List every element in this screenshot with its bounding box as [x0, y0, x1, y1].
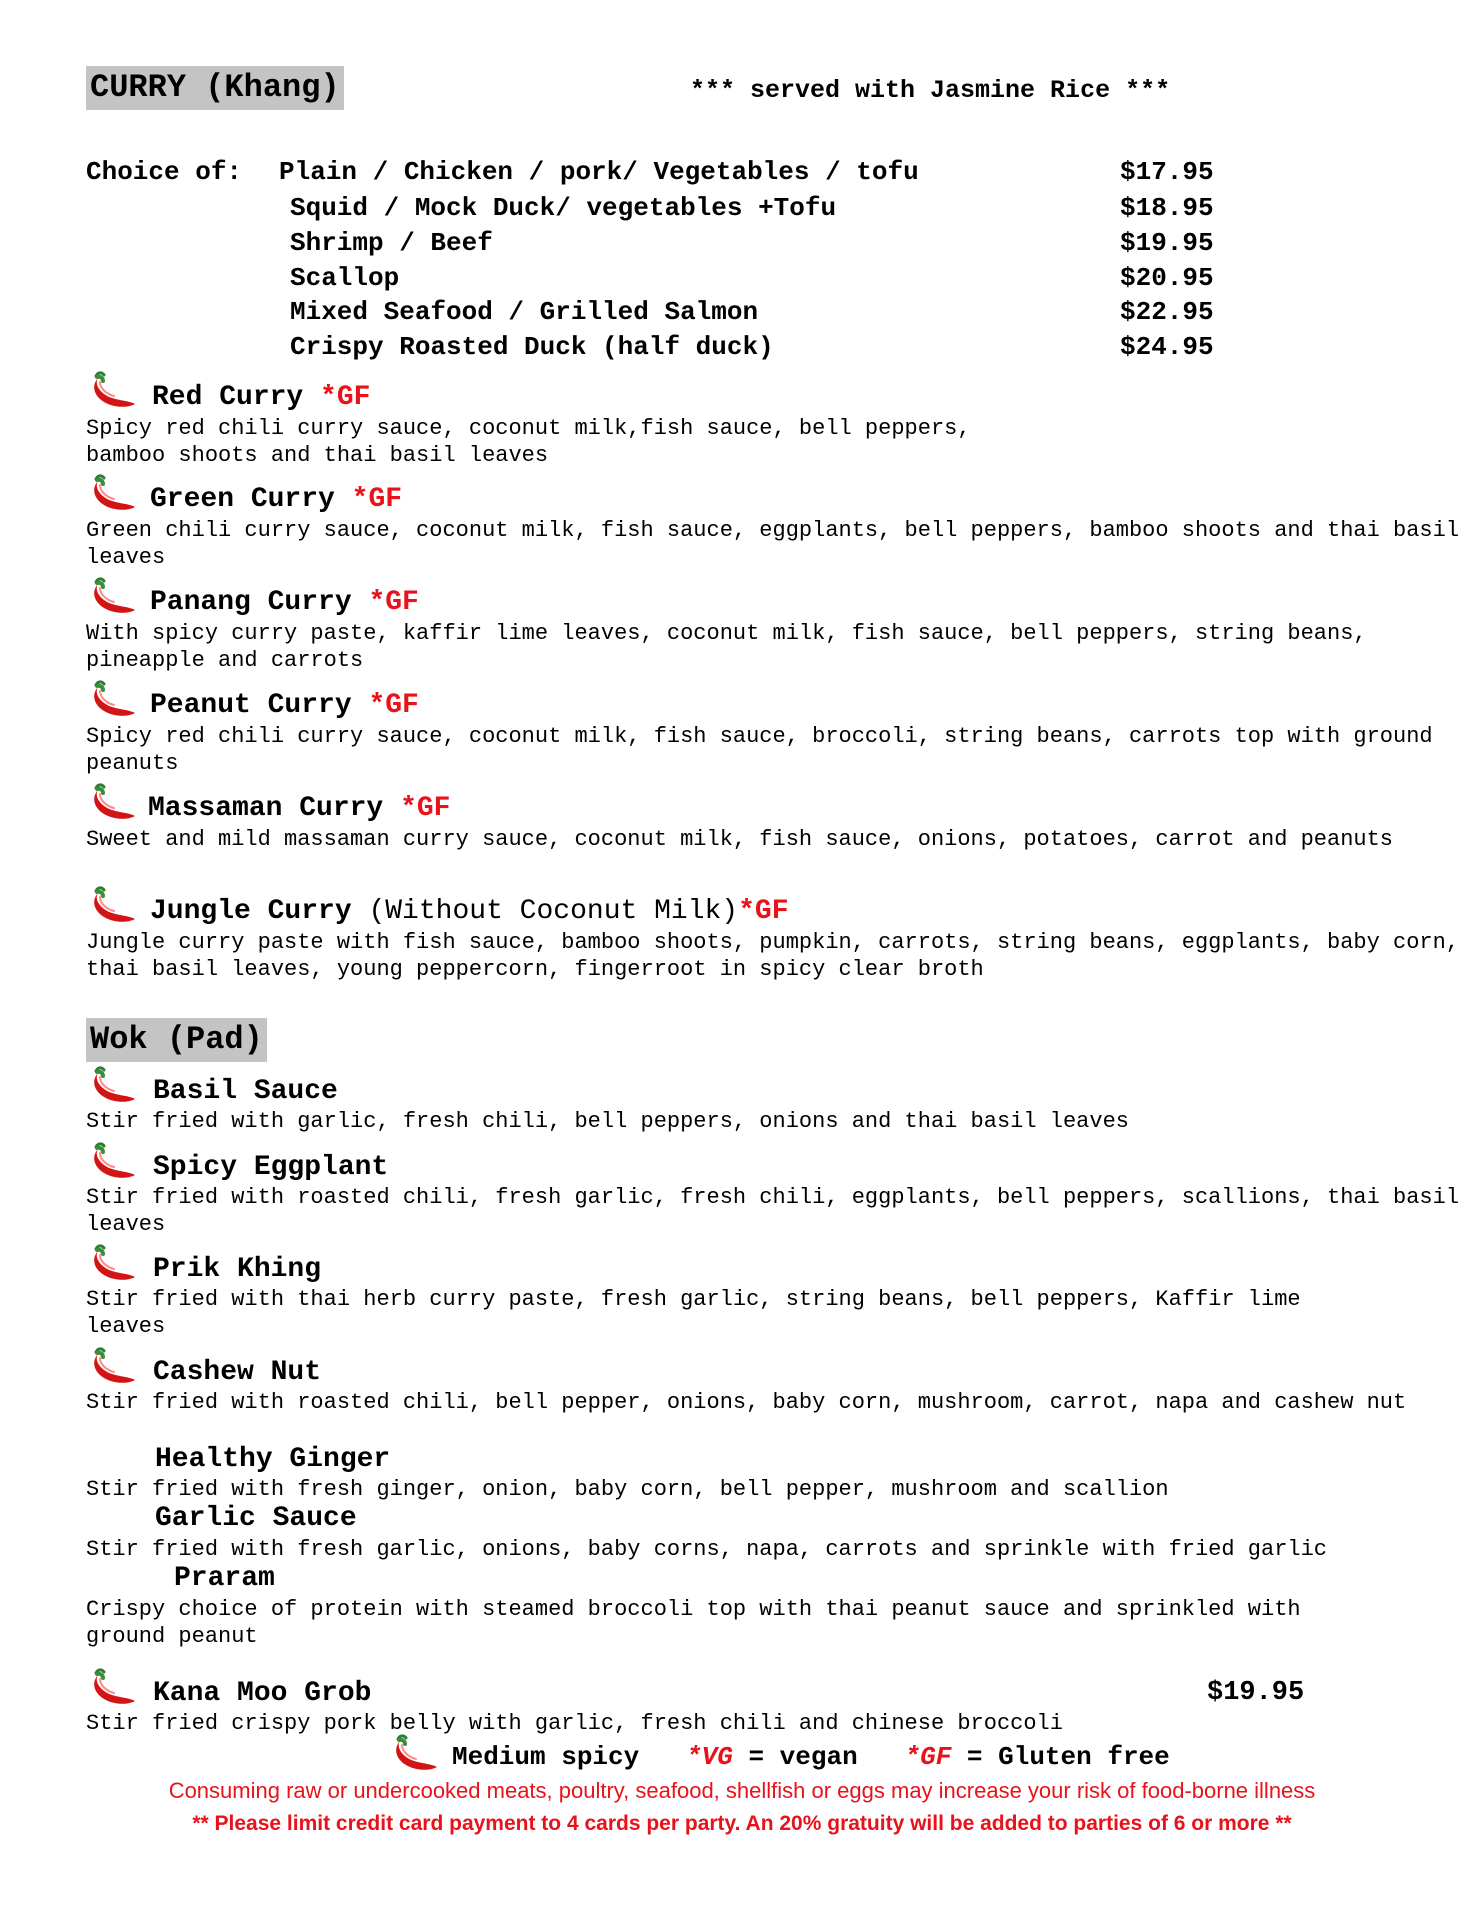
item-price: $19.95: [1207, 1678, 1305, 1708]
item-description: Stir fried with fresh ginger, onion, baby corn, bell pepper, mushroom and scallion: [86, 1477, 1169, 1502]
menu-item-basil-sauce: Basil Sauce: [153, 1076, 338, 1107]
item-note: (Without Coconut Milk): [368, 896, 739, 927]
choice-price: $24.95: [1120, 332, 1214, 362]
item-description: Green chili curry sauce, coconut milk, fish sauce, eggplants, bell peppers, bamboo shoots and thai basil leaves: [86, 518, 1460, 570]
chili-pepper-icon: [88, 473, 136, 513]
menu-item-garlic-sauce: Garlic Sauce: [155, 1503, 357, 1534]
legend-vg-tag: *VG: [686, 1742, 733, 1772]
item-description: Stir fried with garlic, fresh chili, bell peppers, onions and thai basil leaves: [86, 1109, 1129, 1134]
item-name: Jungle Curry: [150, 896, 352, 927]
gf-tag: *GF: [368, 587, 419, 618]
item-name: Massaman Curry: [148, 793, 384, 824]
menu-item-panang-curry: [150, 587, 419, 618]
menu-item-spicy-eggplant: Spicy Eggplant: [153, 1152, 389, 1183]
item-name: Peanut Curry: [150, 690, 352, 721]
menu-item-peanut-curry: [150, 690, 419, 721]
chili-pepper-icon: [390, 1733, 438, 1773]
raw-food-warning: Consuming raw or undercooked meats, poultry, seafood, shellfish or eggs may increase your risk of food-borne illness: [168, 1778, 1316, 1803]
payment-notice: ** Please limit credit card payment to 4 cards per party. An 20% gratuity will be added to parties of 6 or more **: [192, 1812, 1292, 1835]
menu-item-prik-khing: Prik Khing: [153, 1254, 322, 1285]
choice-name: Scallop: [290, 263, 400, 293]
chili-pepper-icon: [88, 679, 136, 719]
chili-pepper-icon: [88, 370, 136, 410]
menu-item-praram: Praram: [174, 1563, 275, 1594]
menu-item-healthy-ginger: Healthy Ginger: [155, 1444, 391, 1475]
item-description: Sweet and mild massaman curry sauce, coconut milk, fish sauce, onions, potatoes, carrot and peanuts: [86, 827, 1394, 852]
item-description: Stir fried with thai herb curry paste, fresh garlic, string beans, bell peppers, Kaffir lime leaves: [86, 1287, 1301, 1339]
choice-price: $17.95: [1120, 157, 1214, 187]
menu-item-jungle-curry: [150, 896, 789, 927]
menu-item-cashew-nut: Cashew Nut: [153, 1357, 322, 1388]
legend-vg-text: = vegan: [748, 1742, 858, 1772]
gf-tag: *GF: [320, 382, 371, 413]
served-with-note: *** served with Jasmine Rice ***: [690, 76, 1171, 105]
item-description: Spicy red chili curry sauce, coconut milk,fish sauce, bell peppers, bamboo shoots and thai basil leaves: [86, 416, 971, 468]
chili-pepper-icon: [88, 1141, 136, 1181]
item-name: Panang Curry: [150, 587, 352, 618]
choice-price: $20.95: [1120, 263, 1214, 293]
choice-name: Mixed Seafood / Grilled Salmon: [290, 297, 759, 327]
choice-price: $19.95: [1120, 228, 1214, 258]
choice-label: Choice of:: [86, 157, 243, 187]
item-description: Stir fried crispy pork belly with garlic, fresh chili and chinese broccoli: [86, 1711, 1063, 1736]
item-description: Crispy choice of protein with steamed broccoli top with thai peanut sauce and sprinkled with ground peanut: [86, 1597, 1301, 1649]
item-name: Green Curry: [150, 484, 335, 515]
menu-item-kana-moo-grob: Kana Moo Grob: [153, 1678, 372, 1709]
legend-spicy: Medium spicy: [452, 1742, 640, 1772]
legend: [452, 1742, 1170, 1772]
choice-price: $22.95: [1120, 297, 1214, 327]
chili-pepper-icon: [88, 576, 136, 616]
chili-pepper-icon: [88, 1243, 136, 1283]
section-title-curry: CURRY (Khang): [86, 66, 344, 110]
section-title-wok: Wok (Pad): [86, 1018, 267, 1062]
item-description: Jungle curry paste with fish sauce, bamboo shoots, pumpkin, carrots, string beans, eggplants, baby corn, thai basil leaves, young peppercorn, fingerroot in spicy clear broth: [86, 930, 1460, 982]
item-description: Spicy red chili curry sauce, coconut milk, fish sauce, broccoli, string beans, carrots top with ground peanuts: [86, 724, 1433, 776]
menu-item-massaman-curry: [148, 793, 450, 824]
gf-tag: *GF: [368, 690, 419, 721]
menu-item-green-curry: [150, 484, 402, 515]
chili-pepper-icon: [88, 1346, 136, 1386]
legend-gf-text: = Gluten free: [966, 1742, 1170, 1772]
choice-name: Crispy Roasted Duck (half duck): [290, 332, 774, 362]
menu-item-red-curry: [152, 382, 370, 413]
chili-pepper-icon: [88, 1667, 136, 1707]
item-description: Stir fried with roasted chili, bell pepper, onions, baby corn, mushroom, carrot, napa and cashew nut: [86, 1390, 1407, 1415]
item-description: With spicy curry paste, kaffir lime leaves, coconut milk, fish sauce, bell peppers, string beans, pineapple and carrots: [86, 621, 1367, 673]
item-name: Red Curry: [152, 382, 304, 413]
choice-name: Shrimp / Beef: [290, 228, 493, 258]
chili-pepper-icon: [88, 885, 136, 925]
choice-name: Squid / Mock Duck/ vegetables +Tofu: [290, 193, 837, 223]
choice-name: Plain / Chicken / pork/ Vegetables / tofu: [279, 157, 919, 187]
chili-pepper-icon: [88, 1065, 136, 1105]
item-description: Stir fried with fresh garlic, onions, baby corns, napa, carrots and sprinkle with fried garlic: [86, 1537, 1328, 1562]
gf-tag: *GF: [351, 484, 403, 515]
chili-pepper-icon: [88, 782, 136, 822]
gf-tag: *GF: [738, 896, 789, 927]
choice-price: $18.95: [1120, 193, 1214, 223]
legend-gf-tag: *GF: [904, 1742, 952, 1772]
gf-tag: *GF: [400, 793, 451, 824]
item-description: Stir fried with roasted chili, fresh garlic, fresh chili, eggplants, bell peppers, scallions, thai basil leaves: [86, 1185, 1460, 1237]
